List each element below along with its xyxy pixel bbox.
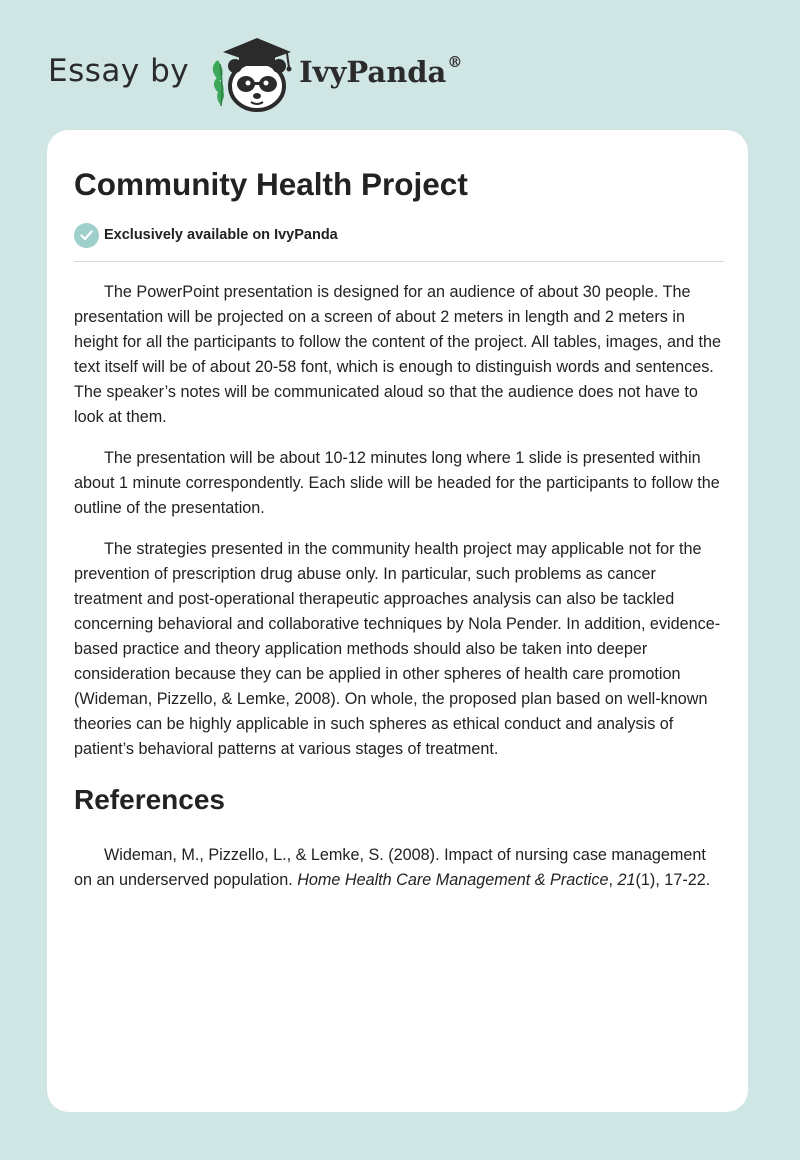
reference-entry xyxy=(74,843,724,893)
essay-title: Community Health Project xyxy=(74,166,468,202)
ivypanda-logo-icon[interactable] xyxy=(205,34,297,114)
brand-name[interactable] xyxy=(299,55,462,89)
reference-volume: 21 xyxy=(617,871,636,889)
paragraph: The presentation will be about 10-12 minutes long where 1 slide is presented within about 1 minute correspondently. Each slide will be headed for the participants to follow the outline of the presentation. xyxy=(74,449,720,517)
reference-separator: , xyxy=(608,871,618,889)
references-list xyxy=(74,843,724,893)
essay-content xyxy=(74,164,724,893)
references-heading: References xyxy=(74,784,225,815)
reference-authors: Wideman, M., Pizzello, L., & Lemke, S. (2008). Impact of nursing case management on an underserved population. xyxy=(74,846,706,889)
essay-body xyxy=(74,280,724,762)
registered-mark: ® xyxy=(447,53,463,71)
reference-journal: Home Health Care Management & Practice xyxy=(297,871,609,889)
site-header xyxy=(48,34,462,114)
exclusive-label: Exclusively available on IvyPanda xyxy=(104,227,338,243)
paragraph: The PowerPoint presentation is designed for an audience of about 30 people. The presentation will be projected on a screen of about 2 meters in length and 2 meters in height for all the participants to follow the content of the project. All tables, images, and the text itself will be of about 20-58 font, which is enough to distinguish words and sentences. The speaker’s notes will be communicated aloud so that the audience does not have to look at them. xyxy=(74,283,721,426)
essay-by-label: Essay by xyxy=(48,53,190,89)
exclusive-badge xyxy=(74,222,724,248)
divider xyxy=(74,261,724,262)
essay-card xyxy=(47,130,748,1112)
brand-label: IvyPanda xyxy=(299,55,447,89)
checkmark-icon xyxy=(74,223,99,248)
paragraph: The strategies presented in the community health project may applicable not for the prevention of prescription drug abuse only. In particular, such problems as cancer treatment and post-operational therapeutic approaches analysis can also be tackled concerning behavioral and collaborative techniques by Nola Pender. In addition, evidence-based practice and theory application methods should also be taken into deeper consideration because they can be applied in other spheres of health care promotion (Wideman, Pizzello, & Lemke, 2008). On whole, the proposed plan based on well-known theories can be highly applicable in such spheres as ethical conduct and analysis of patient’s behavioral patterns at various stages of treatment. xyxy=(74,540,721,758)
reference-issue-pages: (1), 17-22. xyxy=(635,871,711,889)
